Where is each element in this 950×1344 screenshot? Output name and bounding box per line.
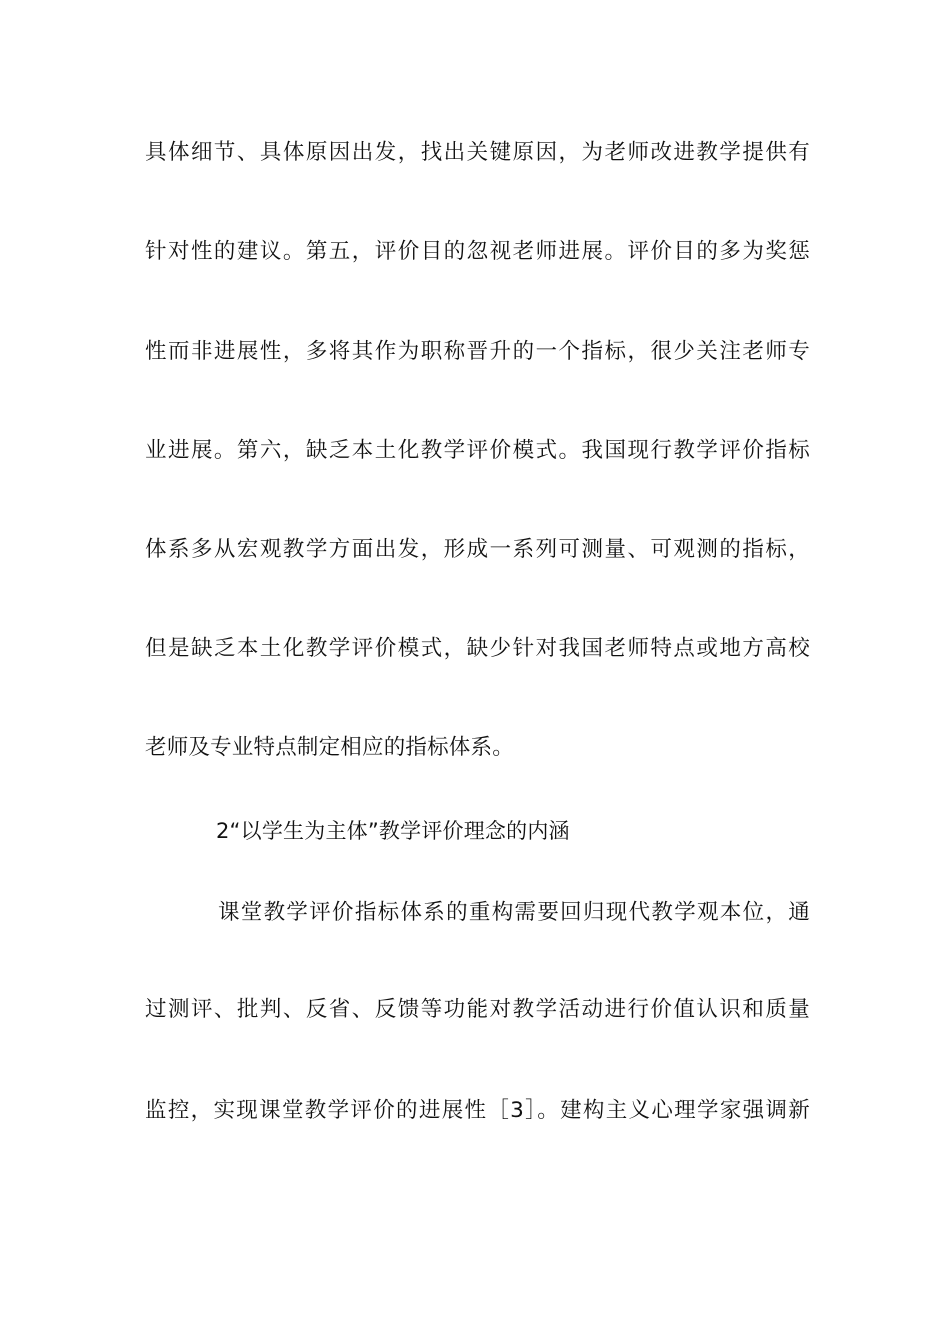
text-line-6: 但是缺乏本土化教学评价模式，缺少针对我国老师特点或地方高校 [145,636,810,661]
paragraph-line-2: 过测评、批判、反省、反馈等功能对教学活动进行价值认识和质量 [145,997,810,1022]
paragraph-line-3: 监控，实现课堂教学评价的进展性［3］。建构主义心理学家强调新 [145,1098,810,1123]
text-line-3: 性而非进展性，多将其作为职称晋升的一个指标，很少关注老师专 [145,339,810,364]
text-line-5: 体系多从宏观教学方面出发，形成一系列可测量、可观测的指标， [145,537,810,562]
text-line-1: 具体细节、具体原因出发，找出关键原因，为老师改进教学提供有 [145,140,810,165]
paragraph-line-1: 课堂教学评价指标体系的重构需要回归现代教学观本位，通 [218,900,810,925]
text-line-2: 针对性的建议。第五，评价目的忽视老师进展。评价目的多为奖惩 [145,239,810,264]
text-line-4: 业进展。第六，缺乏本土化教学评价模式。我国现行教学评价指标 [145,438,810,463]
text-line-7: 老师及专业特点制定相应的指标体系。 [145,735,514,760]
section-heading: 2“以学生为主体”教学评价理念的内涵 [216,819,570,843]
